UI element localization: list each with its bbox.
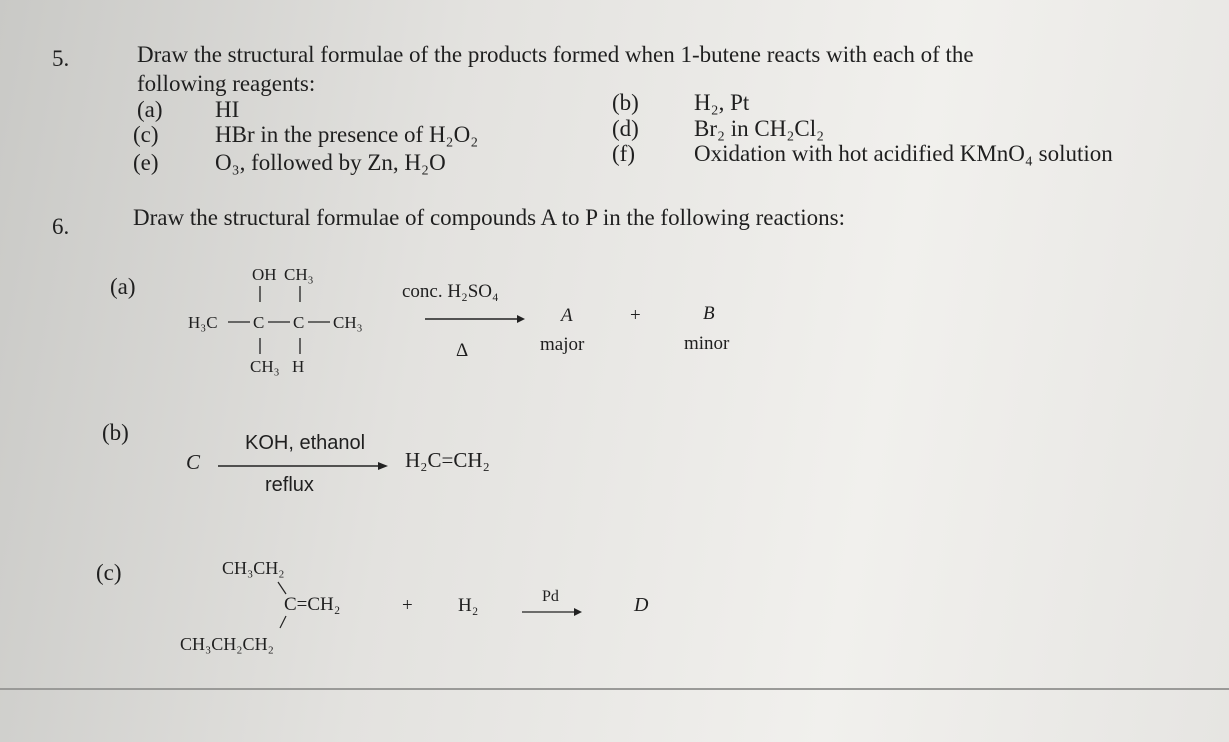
q5-item-c-label: (c) <box>133 122 159 147</box>
question-6-text: Draw the structural formulae of compounds A to P in the following reactions: <box>133 205 846 230</box>
q6c-label: (c) <box>96 560 122 585</box>
q6c-product-d: D <box>634 594 649 616</box>
q6c-h2: H₂ <box>458 595 479 616</box>
q5-item-e-text: O₃, followed by Zn, H₂O <box>215 150 446 175</box>
q6a-reactant-structure <box>180 258 400 383</box>
q6a-h-bottom: H <box>292 357 305 376</box>
q6c-lower-group: CH₃CH₂CH₂ <box>180 634 274 654</box>
q6a-oh-group: OH <box>252 265 277 284</box>
q5-item-d-label: (d) <box>612 116 639 141</box>
page-bottom-rule <box>0 688 1229 690</box>
q6c-upper-group: CH₃CH₂ <box>222 558 285 578</box>
q6b-reagent-top: KOH, ethanol <box>245 432 366 454</box>
q6a-reagent-top: conc. H₂SO₄ <box>402 281 499 302</box>
q6a-label: (a) <box>110 274 136 299</box>
q6b-arrow <box>218 459 388 473</box>
q6b-reagent-bottom: reflux <box>265 474 314 496</box>
q6a-reagent-bottom: Δ <box>456 340 469 361</box>
q5-item-d-text: Br₂ in CH₂Cl₂ <box>694 116 825 141</box>
q6a-plus: + <box>630 305 641 326</box>
q6a-carbon-2: C <box>293 313 305 332</box>
q6c-catalyst: Pd <box>542 588 559 605</box>
q6c-center: C=CH₂ <box>284 594 341 615</box>
q6b-product: H₂C=CH₂ <box>405 448 490 472</box>
q5-item-e-label: (e) <box>133 150 159 175</box>
question-5-line2: following reagents: <box>137 71 316 96</box>
q5-item-a-text: HI <box>215 97 240 122</box>
question-6-number: 6. <box>52 214 70 239</box>
q6c-plus: + <box>402 595 413 616</box>
q6b-reactant-c: C <box>186 450 201 474</box>
q6a-ch3-right: CH₃ <box>333 313 363 332</box>
q5-item-b-label: (b) <box>612 90 639 115</box>
q6a-product-a: A <box>561 305 573 326</box>
q5-item-f-text: Oxidation with hot acidified KMnO₄ solution <box>694 141 1113 166</box>
q6a-h3c-left: H₃C <box>188 313 218 332</box>
question-5-number: 5. <box>52 46 70 71</box>
q6a-product-b: B <box>703 303 715 324</box>
q6a-ch3-top: CH₃ <box>284 265 314 284</box>
q5-item-c-text: HBr in the presence of H₂O₂ <box>215 122 479 147</box>
question-5-line1: Draw the structural formulae of the products formed when 1-butene reacts with each of the <box>137 42 974 67</box>
q6a-carbon-1: C <box>253 313 265 332</box>
q6c-arrow <box>522 606 582 618</box>
q6a-major-label: major <box>540 334 585 355</box>
q5-item-b-text: H₂, Pt <box>694 90 750 115</box>
q6a-arrow <box>425 312 525 326</box>
q6a-ch3-bottom: CH₃ <box>250 357 280 376</box>
q6a-minor-label: minor <box>684 333 730 354</box>
q5-item-a-label: (a) <box>137 97 163 122</box>
q5-item-f-label: (f) <box>612 141 635 166</box>
q6b-label: (b) <box>102 420 129 445</box>
